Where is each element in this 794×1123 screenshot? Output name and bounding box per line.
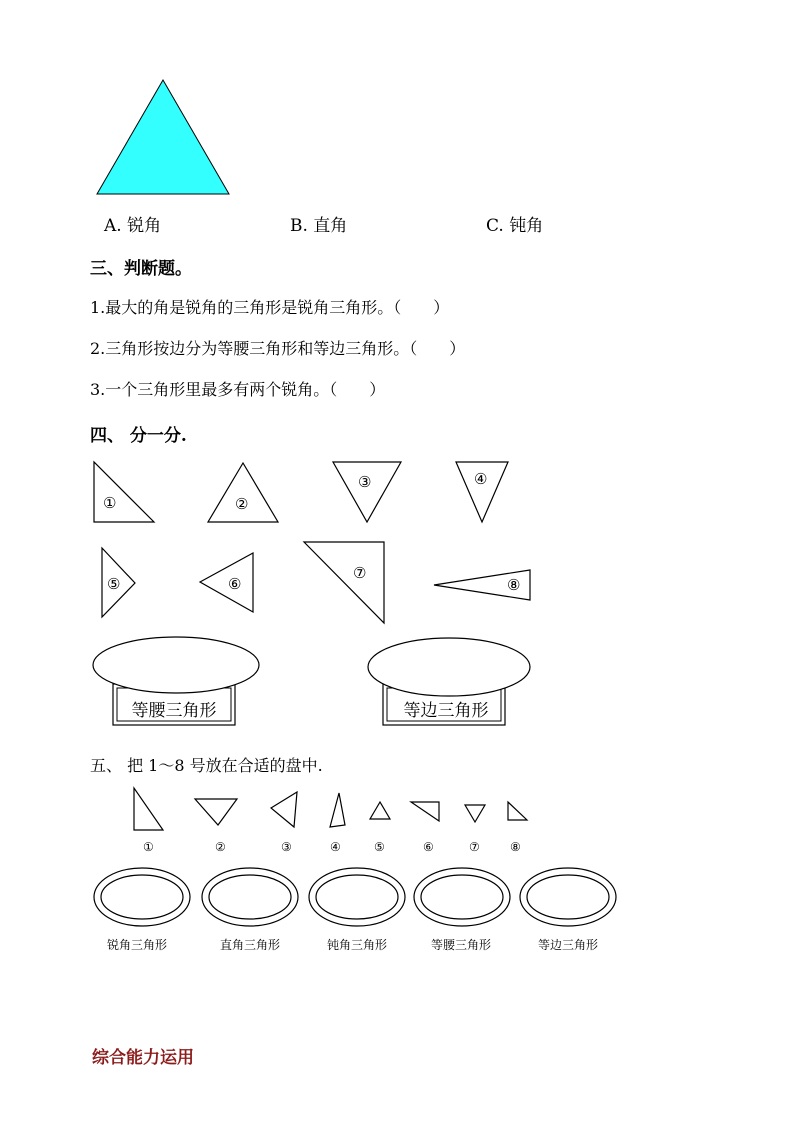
plate-obtuse bbox=[309, 868, 405, 926]
tray-equilateral-ellipse bbox=[368, 638, 530, 696]
small-triangle-2 bbox=[195, 799, 237, 825]
question-3: 3.一个三角形里最多有两个锐角。（ ） bbox=[90, 380, 386, 399]
comprehensive-ability-title: 综合能力运用 bbox=[92, 1048, 194, 1068]
plate-label-obtuse: 钝角三角形 bbox=[327, 938, 388, 952]
section5-title: 五、 把 1～8 号放在合适的盘中. bbox=[90, 756, 323, 775]
plate-label-equilateral: 等边三角形 bbox=[538, 938, 599, 952]
plate-equilateral bbox=[520, 868, 616, 926]
number-5: ⑤ bbox=[374, 840, 385, 854]
cyan-triangle-figure bbox=[95, 78, 235, 198]
option-b: B. 直角 bbox=[290, 216, 348, 236]
triangle-3-label: ③ bbox=[358, 473, 372, 491]
triangle-5-label: ⑤ bbox=[107, 575, 121, 593]
plate-label-acute: 锐角三角形 bbox=[107, 938, 168, 952]
cyan-triangle bbox=[97, 80, 229, 194]
plate-isosceles bbox=[414, 868, 510, 926]
section4-triangles bbox=[85, 455, 545, 630]
section5-triangles bbox=[125, 785, 545, 855]
number-6: ⑥ bbox=[423, 840, 434, 854]
triangle-8-label: ⑧ bbox=[507, 576, 521, 594]
question-1: 1.最大的角是锐角的三角形是锐角三角形。（ ） bbox=[90, 298, 450, 317]
number-4: ④ bbox=[330, 840, 341, 854]
triangle-7-label: ⑦ bbox=[353, 564, 367, 582]
triangle-3 bbox=[333, 462, 401, 522]
tray-isosceles-ellipse bbox=[93, 637, 259, 693]
small-triangle-7 bbox=[465, 805, 485, 822]
number-8: ⑧ bbox=[510, 840, 521, 854]
triangle-2 bbox=[208, 463, 278, 522]
plate-label-right: 直角三角形 bbox=[220, 938, 281, 952]
plate-acute bbox=[94, 868, 190, 926]
triangle-2-label: ② bbox=[235, 495, 249, 513]
triangle-6 bbox=[200, 553, 253, 612]
triangle-1 bbox=[94, 462, 154, 522]
option-a: A. 锐角 bbox=[104, 216, 162, 236]
small-triangle-8 bbox=[508, 802, 527, 820]
triangle-7 bbox=[304, 542, 384, 623]
section3-title: 三、判断题。 bbox=[90, 259, 192, 279]
small-triangle-3 bbox=[271, 792, 297, 827]
plate-label-isosceles: 等腰三角形 bbox=[431, 938, 492, 952]
tray-equilateral-label: 等边三角形 bbox=[403, 701, 489, 721]
question-2: 2.三角形按边分为等腰三角形和等边三角形。（ ） bbox=[90, 339, 466, 358]
option-c: C. 钝角 bbox=[486, 216, 544, 236]
small-triangle-1 bbox=[134, 788, 163, 830]
triangle-6-label: ⑥ bbox=[228, 575, 242, 593]
small-triangle-6 bbox=[411, 802, 439, 821]
number-1: ① bbox=[143, 840, 154, 854]
tray-isosceles-label: 等腰三角形 bbox=[131, 701, 217, 721]
small-triangle-5 bbox=[370, 802, 390, 819]
number-7: ⑦ bbox=[469, 840, 480, 854]
plate-right bbox=[202, 868, 298, 926]
triangle-4-label: ④ bbox=[474, 470, 488, 488]
section4-title: 四、 分一分. bbox=[90, 426, 187, 446]
triangle-1-label: ① bbox=[103, 494, 117, 512]
number-3: ③ bbox=[281, 840, 292, 854]
small-triangle-4 bbox=[330, 793, 345, 827]
section4-trays bbox=[85, 635, 545, 735]
number-2: ② bbox=[215, 840, 226, 854]
